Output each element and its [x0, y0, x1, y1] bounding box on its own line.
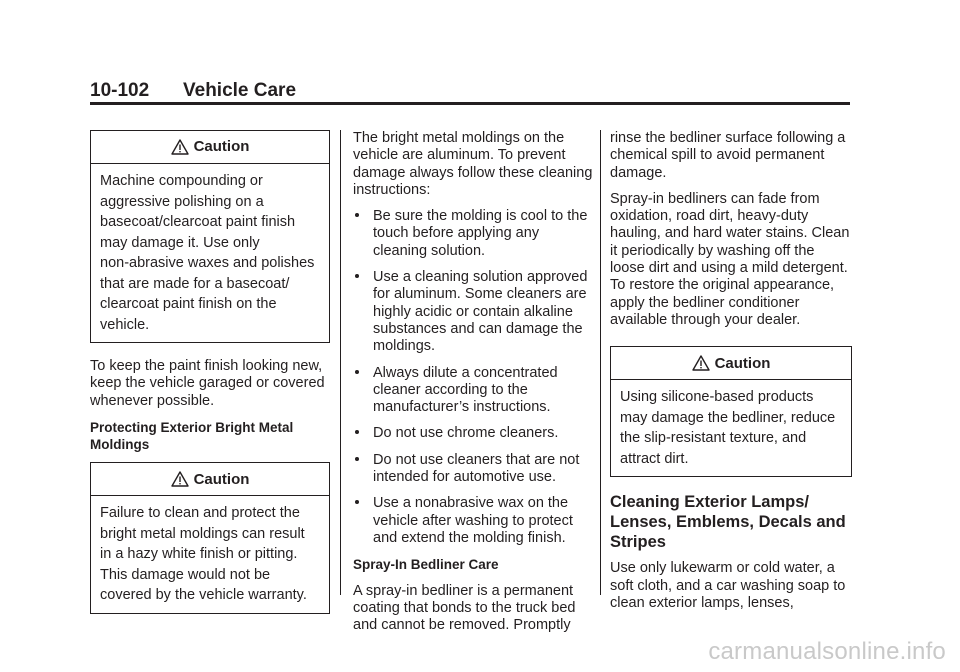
list-item [353, 452, 593, 487]
list-item [353, 365, 593, 417]
paragraph: Spray-in bedliners can fade from oxidation, road dirt, heavy-duty hauling, and hard water stains. Clean it periodically by washing off the loose dirt and using a mild detergent. To restore the original appearance, apply the bedliner conditioner available through your dealer. [610, 190, 850, 328]
caution-line: covered by the vehicle warranty. [100, 587, 307, 604]
list-item-text: Do not use cleaners that are not intended for automotive use. [373, 451, 580, 486]
caution-label: Caution [193, 470, 250, 488]
bullet-list [353, 208, 593, 547]
list-item [353, 208, 593, 260]
page-number: 10-102 [90, 80, 150, 101]
column-3 [610, 130, 852, 621]
caution-label: Caution [714, 354, 771, 372]
caution-line: basecoat/clearcoat paint finish [100, 214, 296, 230]
list-item-text: Always dilute a concentrated cleaner according to the manufacturer’s instructions. [373, 364, 558, 416]
list-item-text: Use a nonabrasive wax on the vehicle after washing to protect and extend the molding finish. [373, 495, 573, 546]
caution-line: clearcoat paint finish on the [100, 296, 277, 312]
caution-label: Caution [193, 138, 250, 156]
caution-line: that are made for a basecoat/ [100, 275, 290, 292]
subheading: Protecting Exterior Bright Metal Moldings [90, 419, 294, 453]
caution-line: the slip-resistant texture, and [620, 430, 807, 447]
list-item [353, 495, 593, 547]
caution-line: This damage would not be [100, 566, 271, 583]
watermark: carmanualsonline.info [708, 638, 946, 665]
caution-header [91, 131, 329, 164]
warning-icon [171, 471, 189, 487]
column-divider-1 [340, 130, 341, 595]
bullet-icon [355, 370, 359, 374]
caution-line: aggressive polishing on a [100, 193, 264, 210]
list-item-text: Be sure the molding is cool to the touch before applying any cleaning solution. [373, 208, 588, 259]
caution-header [91, 463, 329, 496]
list-item [353, 269, 593, 355]
bullet-icon [355, 457, 359, 461]
column-2 [353, 130, 593, 643]
list-item-text: Do not use chrome cleaners. [373, 425, 559, 442]
list-item-text: Use a cleaning solution approved for aluminum. Some cleaners are highly acidic or contain alkaline substances and can damage the moldings. [373, 269, 588, 355]
caution-text [91, 496, 329, 613]
caution-text [91, 164, 329, 342]
paragraph: rinse the bedliner surface following a chemical spill to avoid permanent damage. [610, 130, 846, 181]
caution-line: vehicle. [100, 316, 150, 333]
caution-line: non-abrasive waxes and polishes [100, 255, 315, 271]
caution-line: may damage it. Use only [100, 234, 260, 251]
paragraph: Use only lukewarm or cold water, a soft cloth, and a car washing soap to clean exterior lamps, lenses, [610, 560, 846, 611]
caution-line: bright metal moldings can result [100, 525, 305, 542]
section-heading: Cleaning Exterior Lamps/ Lenses, Emblems, Decals and Stripes [610, 493, 846, 552]
paragraph: A spray-in bedliner is a permanent coating that bonds to the truck bed and cannot be removed. Promptly [353, 582, 576, 634]
section-title: Vehicle Care [183, 80, 297, 101]
caution-line: attract dirt. [620, 450, 689, 467]
bullet-icon [355, 274, 359, 278]
paragraph: To keep the paint finish looking new, keep the vehicle garaged or covered whenever possible. [90, 358, 325, 409]
caution-line: Using silicone-based products [620, 389, 814, 406]
bullet-icon [355, 213, 359, 217]
caution-text [611, 380, 851, 476]
subheading: Spray-In Bedliner Care [353, 557, 499, 573]
caution-header [611, 347, 851, 380]
list-item [353, 425, 593, 442]
caution-line: Failure to clean and protect the [100, 505, 300, 522]
bullet-icon [355, 500, 359, 504]
paragraph: The bright metal moldings on the vehicle are aluminum. To prevent damage always follow these cleaning instructions: [353, 130, 593, 198]
caution-line: Machine compounding or [100, 173, 263, 189]
column-1 [90, 130, 330, 629]
warning-icon [171, 139, 189, 155]
caution-line: in a hazy white finish or pitting. [100, 546, 298, 563]
caution-box-moldings [90, 462, 330, 614]
caution-box-paint [90, 130, 330, 343]
column-divider-2 [600, 130, 601, 595]
warning-icon [692, 355, 710, 371]
header-rule [90, 102, 850, 105]
caution-line: may damage the bedliner, reduce [620, 409, 836, 426]
bullet-icon [355, 430, 359, 434]
caution-box-bedliner [610, 346, 852, 477]
